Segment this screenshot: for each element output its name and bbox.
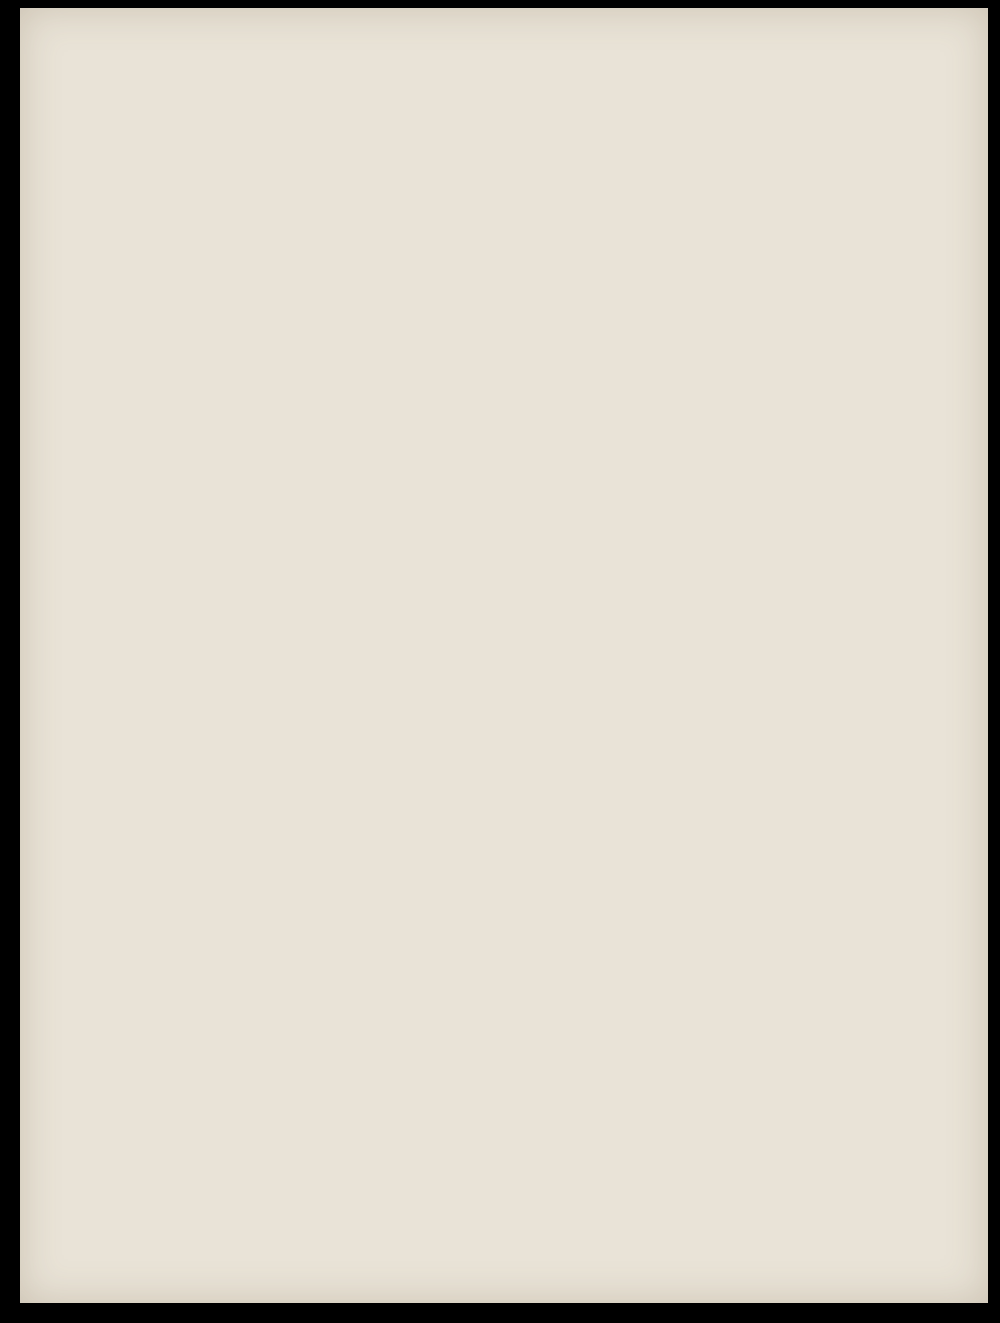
digitization-credit [982, 1307, 992, 1320]
book-page [20, 8, 988, 1303]
running-header [225, 120, 738, 153]
